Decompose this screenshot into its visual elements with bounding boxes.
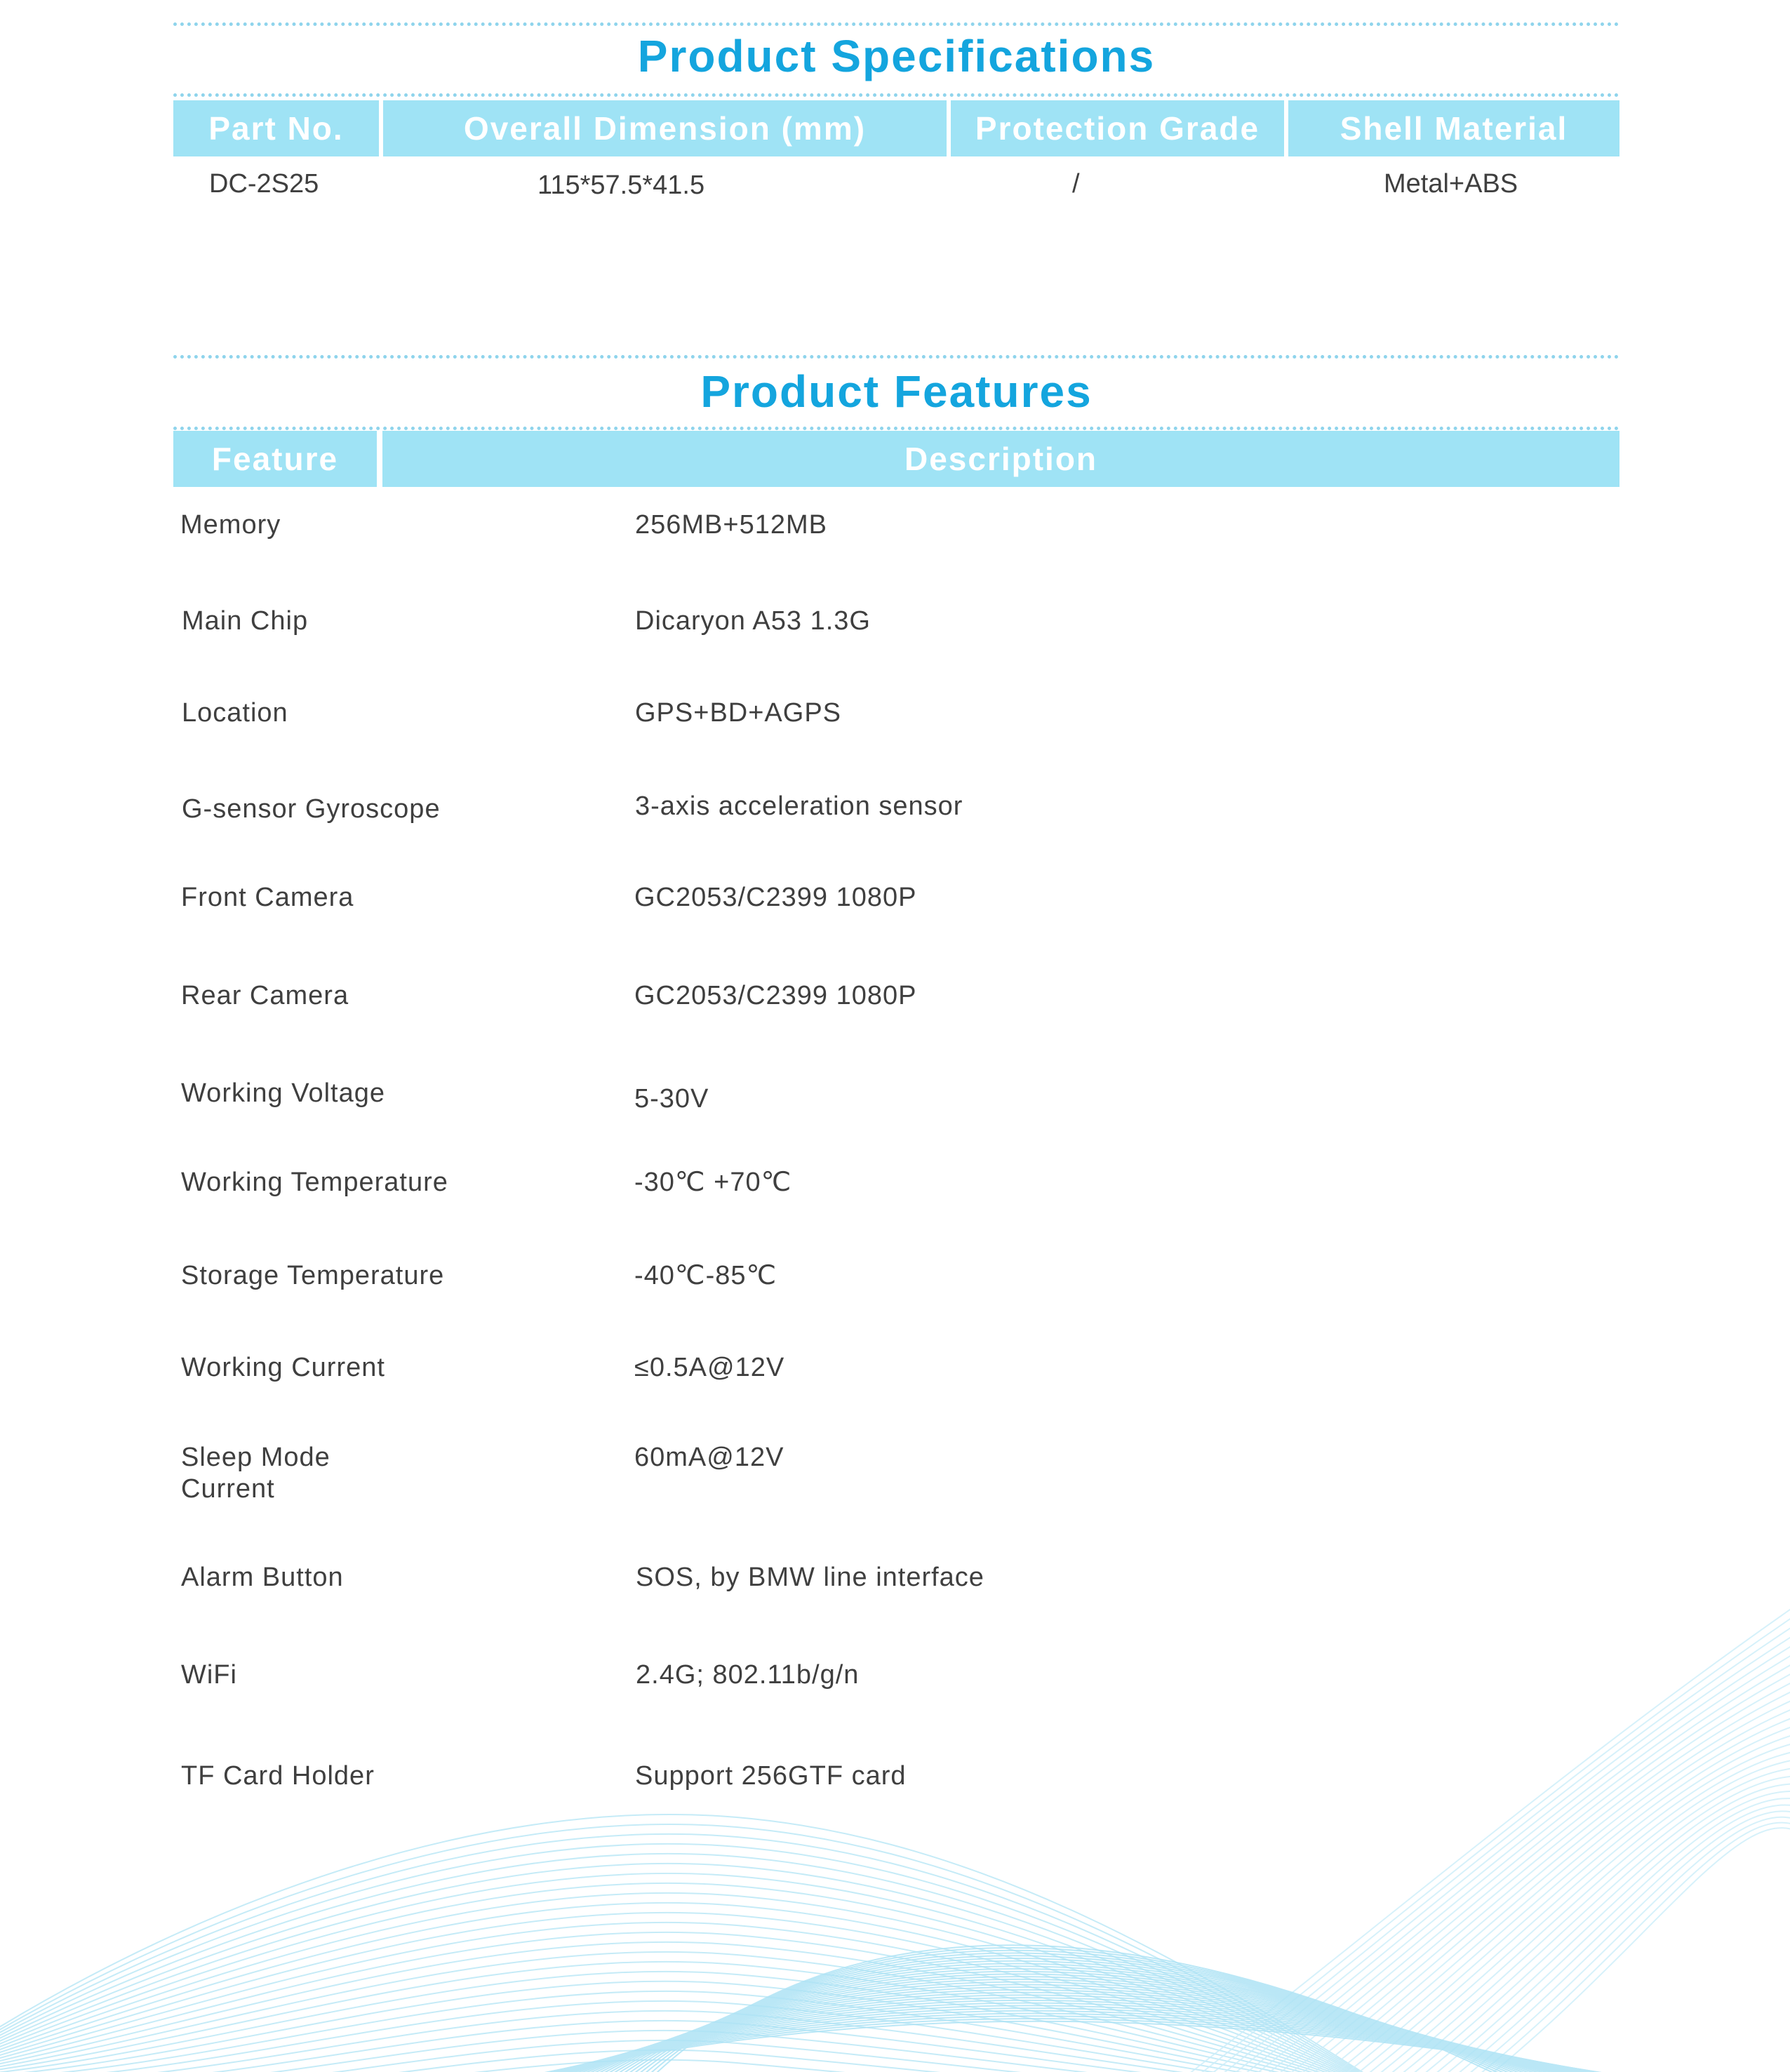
feature-description: Dicaryon A53 1.3G [635,606,871,636]
shell-material-value: Metal+ABS [1384,169,1518,199]
header-part-no: Part No. [173,100,379,156]
wave-line [0,1893,1403,2072]
feature-description: GC2053/C2399 1080P [634,981,917,1010]
dotted-divider [173,427,1619,430]
wave-line [0,2001,1403,2072]
wave-line [0,1814,1403,2072]
wave-line [0,2040,1403,2072]
wave-line [533,1982,1642,2072]
wave-line [625,1948,1551,2072]
wave-line [1259,1677,1790,2072]
wave-line [456,2011,1719,2072]
protection-grade-value: / [1072,169,1080,199]
feature-row [173,606,1619,662]
wave-line [1394,1791,1790,2072]
feature-row [173,1352,1619,1408]
feature-description: GPS+BD+AGPS [635,698,842,728]
feature-row [173,1167,1619,1223]
wave-line [0,2050,1403,2072]
wave-line [0,2021,1403,2072]
wave-line [442,2016,1733,2072]
feature-name: Working Voltage [181,1078,386,1108]
feature-description: ≤0.5A@12V [634,1353,785,1382]
wave-line [0,1824,1403,2072]
wave-line [1416,1805,1790,2072]
header-feature: Feature [173,431,377,487]
wave-line [0,1991,1403,2072]
wave-line [0,1913,1403,2072]
feature-description: 256MB+512MB [635,510,827,540]
feature-name: Sleep Mode Current [181,1443,330,1504]
feature-name: Working Temperature [181,1168,448,1197]
wave-line [596,1958,1579,2072]
wave-line [0,1854,1403,2072]
wave-line [0,1834,1403,2072]
feature-row [173,1659,1619,1716]
wave-line [575,1966,1600,2072]
wave-line [0,1844,1403,2072]
wave-line [484,2000,1691,2072]
feature-row [173,882,1619,938]
header-overall-dimension: Overall Dimension (mm) [383,100,947,156]
wave-line [561,1972,1614,2072]
feature-name: Location [182,698,288,728]
header-shell-material: Shell Material [1288,100,1619,156]
feature-description: 3-axis acceleration sensor [635,791,963,821]
feature-name: Alarm Button [181,1563,344,1592]
feature-name: Storage Temperature [181,1261,445,1290]
feature-name: Rear Camera [181,981,349,1010]
header-protection-grade: Protection Grade [951,100,1284,156]
specifications-title: Product Specifications [637,31,1156,81]
wave-line [463,2008,1712,2072]
wave-line [1371,1776,1790,2072]
wave-line [0,2060,1403,2072]
feature-row [173,1078,1619,1134]
feature-description: 2.4G; 802.11b/g/n [636,1660,860,1690]
wave-line [0,1864,1403,2072]
wave-line [589,1961,1586,2072]
wave-line [1270,1687,1790,2072]
feature-row [173,1562,1619,1618]
wave-line [435,2019,1740,2072]
dotted-divider [173,93,1619,97]
wave-line [428,2021,1747,2072]
feature-name: G-sensor Gyroscope [182,794,441,824]
wave-line [568,1969,1607,2072]
wave-line [0,1883,1403,2072]
feature-row [173,980,1619,1036]
wave-line [0,1932,1403,2072]
wave-line [1405,1798,1790,2072]
feature-row [173,791,1619,847]
wave-line [0,1923,1403,2072]
wave-line [498,1995,1677,2072]
wave-line [1427,1811,1790,2072]
feature-name: Front Camera [181,883,354,912]
wave-line [1281,1697,1790,2072]
wave-line [632,1945,1544,2072]
wave-line [0,1942,1403,2072]
wave-line [526,1984,1649,2072]
wave-line [1450,1823,1790,2072]
feature-name: Main Chip [182,606,309,636]
wave-line [1248,1666,1790,2072]
feature-description: -40℃-85℃ [634,1261,777,1290]
feature-description: Support 256GTF card [635,1761,907,1791]
wave-line [617,1951,1558,2072]
feature-name: WiFi [181,1660,237,1690]
wave-line [0,1962,1403,2072]
features-title: Product Features [700,366,1093,417]
wave-line [519,1987,1656,2072]
wave-line [1461,1828,1790,2072]
wave-line [603,1956,1572,2072]
header-description: Description [382,431,1619,487]
wave-line [0,1972,1403,2072]
overall-dimension-value: 115*57.5*41.5 [537,171,705,200]
features-header-row [173,431,1619,487]
wave-line [610,1953,1565,2072]
feature-description: SOS, by BMW line interface [636,1563,984,1592]
wave-line [1438,1817,1790,2072]
wave-line [470,2005,1705,2072]
feature-row [173,509,1619,566]
dotted-divider [173,22,1619,26]
wave-line [449,2014,1726,2072]
feature-row [173,1760,1619,1817]
wave-line [1236,1657,1790,2072]
feature-description: 60mA@12V [634,1443,784,1472]
feature-description: GC2053/C2399 1080P [634,883,917,912]
feature-row [173,697,1619,754]
feature-description: 5-30V [634,1084,709,1114]
wave-line [512,1990,1663,2072]
wave-line [0,2011,1403,2072]
feature-row [173,1442,1619,1512]
wave-line [547,1977,1628,2072]
wave-line [0,1981,1403,2072]
wave-line [491,1998,1684,2072]
part-no-value: DC-2S25 [209,169,319,199]
wave-line [505,1993,1670,2072]
wave-line [477,2003,1698,2072]
wave-line [0,1952,1403,2072]
specifications-header-row [173,100,1619,156]
wave-line [0,2031,1403,2072]
feature-name: Memory [180,510,281,540]
dotted-divider [173,355,1619,359]
feature-row [173,1260,1619,1316]
wave-line [1158,1586,1790,2072]
wave-line [0,1873,1403,2072]
wave-line [0,1903,1403,2072]
wave-line [554,1974,1621,2072]
feature-description: -30℃ +70℃ [634,1168,792,1197]
wave-line [1382,1784,1790,2072]
wave-line [540,1979,1635,2072]
feature-name: Working Current [181,1353,385,1382]
feature-name: TF Card Holder [181,1761,375,1791]
wave-line [582,1963,1593,2072]
